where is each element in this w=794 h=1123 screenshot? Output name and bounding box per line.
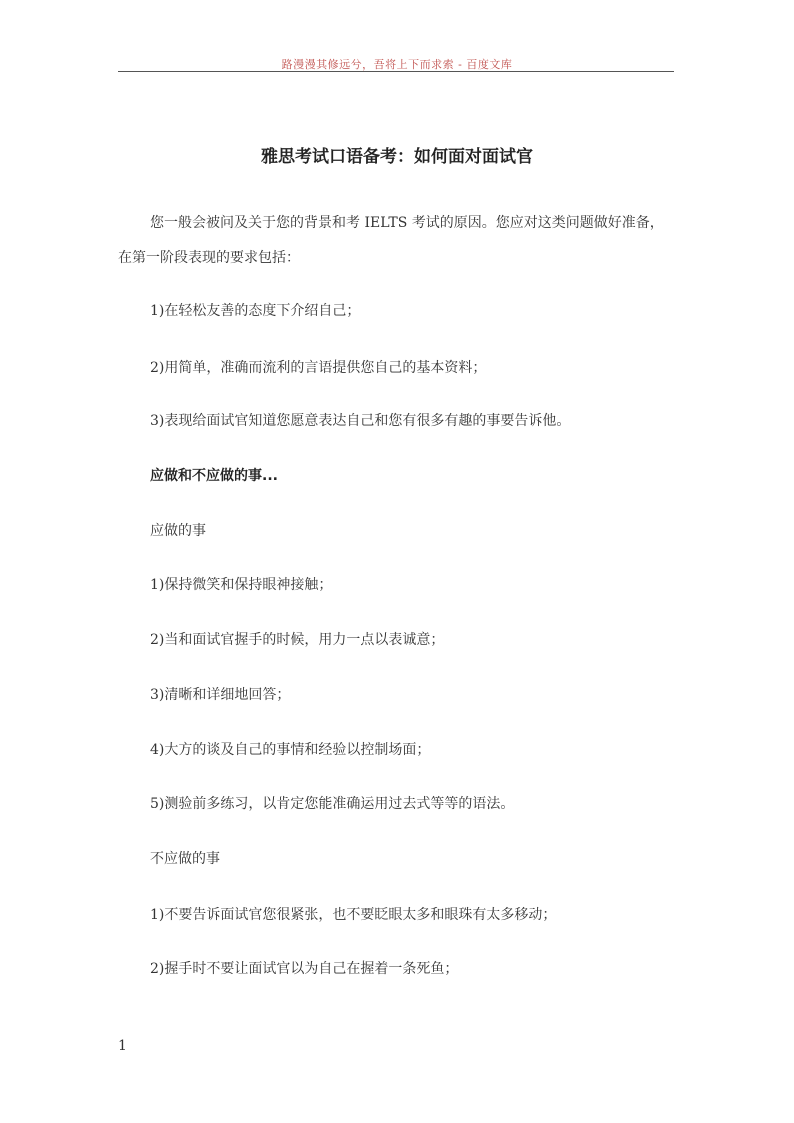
- requirement-item: 2)用简单，准确而流利的言语提供您自己的基本资料；: [150, 360, 487, 376]
- intro-paragraph: 您一般会被问及关于您的背景和考 IELTS 考试的原因。您应对这类问题做好准备，在第一阶段表现的要求包括：: [118, 215, 664, 266]
- donts-item: 2)握手时不要让面试官以为自己在握着一条死鱼；: [150, 961, 459, 977]
- dos-item: 1)保持微笑和保持眼神接触；: [150, 577, 333, 593]
- document-title: 雅思考试口语备考：如何面对面试官: [261, 147, 533, 167]
- section-heading: 应做和不应做的事...: [150, 468, 278, 484]
- requirement-item: 3)表现给面试官知道您愿意表达自己和您有很多有趣的事要告诉他。: [150, 413, 571, 429]
- donts-item: 1)不要告诉面试官您很紧张，也不要眨眼太多和眼珠有太多移动；: [150, 907, 557, 923]
- header-note: 路漫漫其修远兮，吾将上下而求索 - 百度文库: [281, 58, 513, 71]
- dos-heading: 应做的事: [150, 523, 206, 539]
- requirement-item: 1)在轻松友善的态度下介绍自己；: [150, 303, 361, 319]
- dos-item: 5)测验前多练习，以肯定您能准确运用过去式等等的语法。: [150, 796, 515, 812]
- dos-item: 2)当和面试官握手的时候，用力一点以表诚意；: [150, 632, 445, 648]
- dos-item: 4)大方的谈及自己的事情和经验以控制场面；: [150, 742, 431, 758]
- page-number: 1: [118, 1038, 127, 1054]
- donts-heading: 不应做的事: [150, 851, 220, 867]
- header-divider: [118, 71, 674, 72]
- dos-item: 3)清晰和详细地回答；: [150, 687, 291, 703]
